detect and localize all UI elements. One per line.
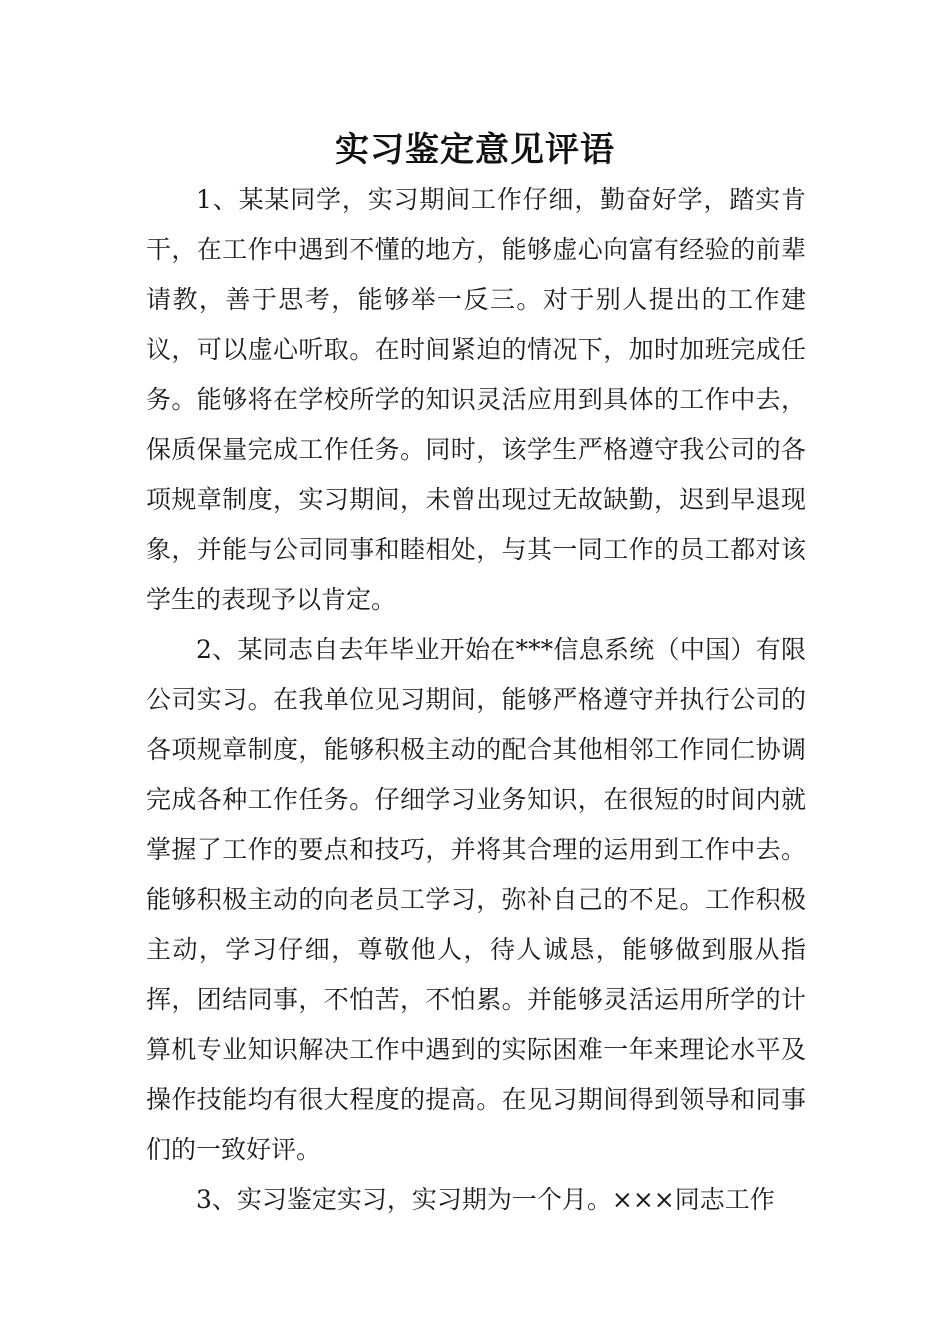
document-body	[146, 175, 806, 1225]
paragraph-3: 3、实习鉴定实习，实习期为一个月。×××同志工作	[196, 1185, 775, 1214]
paragraph-2: 2、某同志自去年毕业开始在***信息系统（中国）有限公司实习。在我单位见习期间，能够严格遵守并执行公司的各项规章制度，能够积极主动的配合其他相邻工作同仁协调完成各种工作任务。仔细学习业务知识，在很短的时间内就掌握了工作的要点和技巧，并将其合理的运用到工作中去。能够积极主动的向老员工学习，弥补自己的不足。工作积极主动，学习仔细，尊敬他人，待人诚恳，能够做到服从指挥，团结同事，不怕苦，不怕累。并能够灵活运用所学的计算机专业知识解决工作中遇到的实际困难一年来理论水平及操作技能均有很大程度的提高。在见习期间得到领导和同事们的一致好评。	[146, 635, 806, 1164]
paragraph-1: 1、某某同学，实习期间工作仔细，勤奋好学，踏实肯干，在工作中遇到不懂的地方，能够虚心向富有经验的前辈请教，善于思考，能够举一反三。对于别人提出的工作建议，可以虚心听取。在时间紧迫的情况下，加时加班完成任务。能够将在学校所学的知识灵活应用到具体的工作中去，保质保量完成工作任务。同时，该学生严格遵守我公司的各项规章制度，实习期间，未曾出现过无故缺勤，迟到早退现象，并能与公司同事和睦相处，与其一同工作的员工都对该学生的表现予以肯定。	[146, 185, 806, 614]
document-title: 实习鉴定意见评语	[335, 130, 615, 170]
